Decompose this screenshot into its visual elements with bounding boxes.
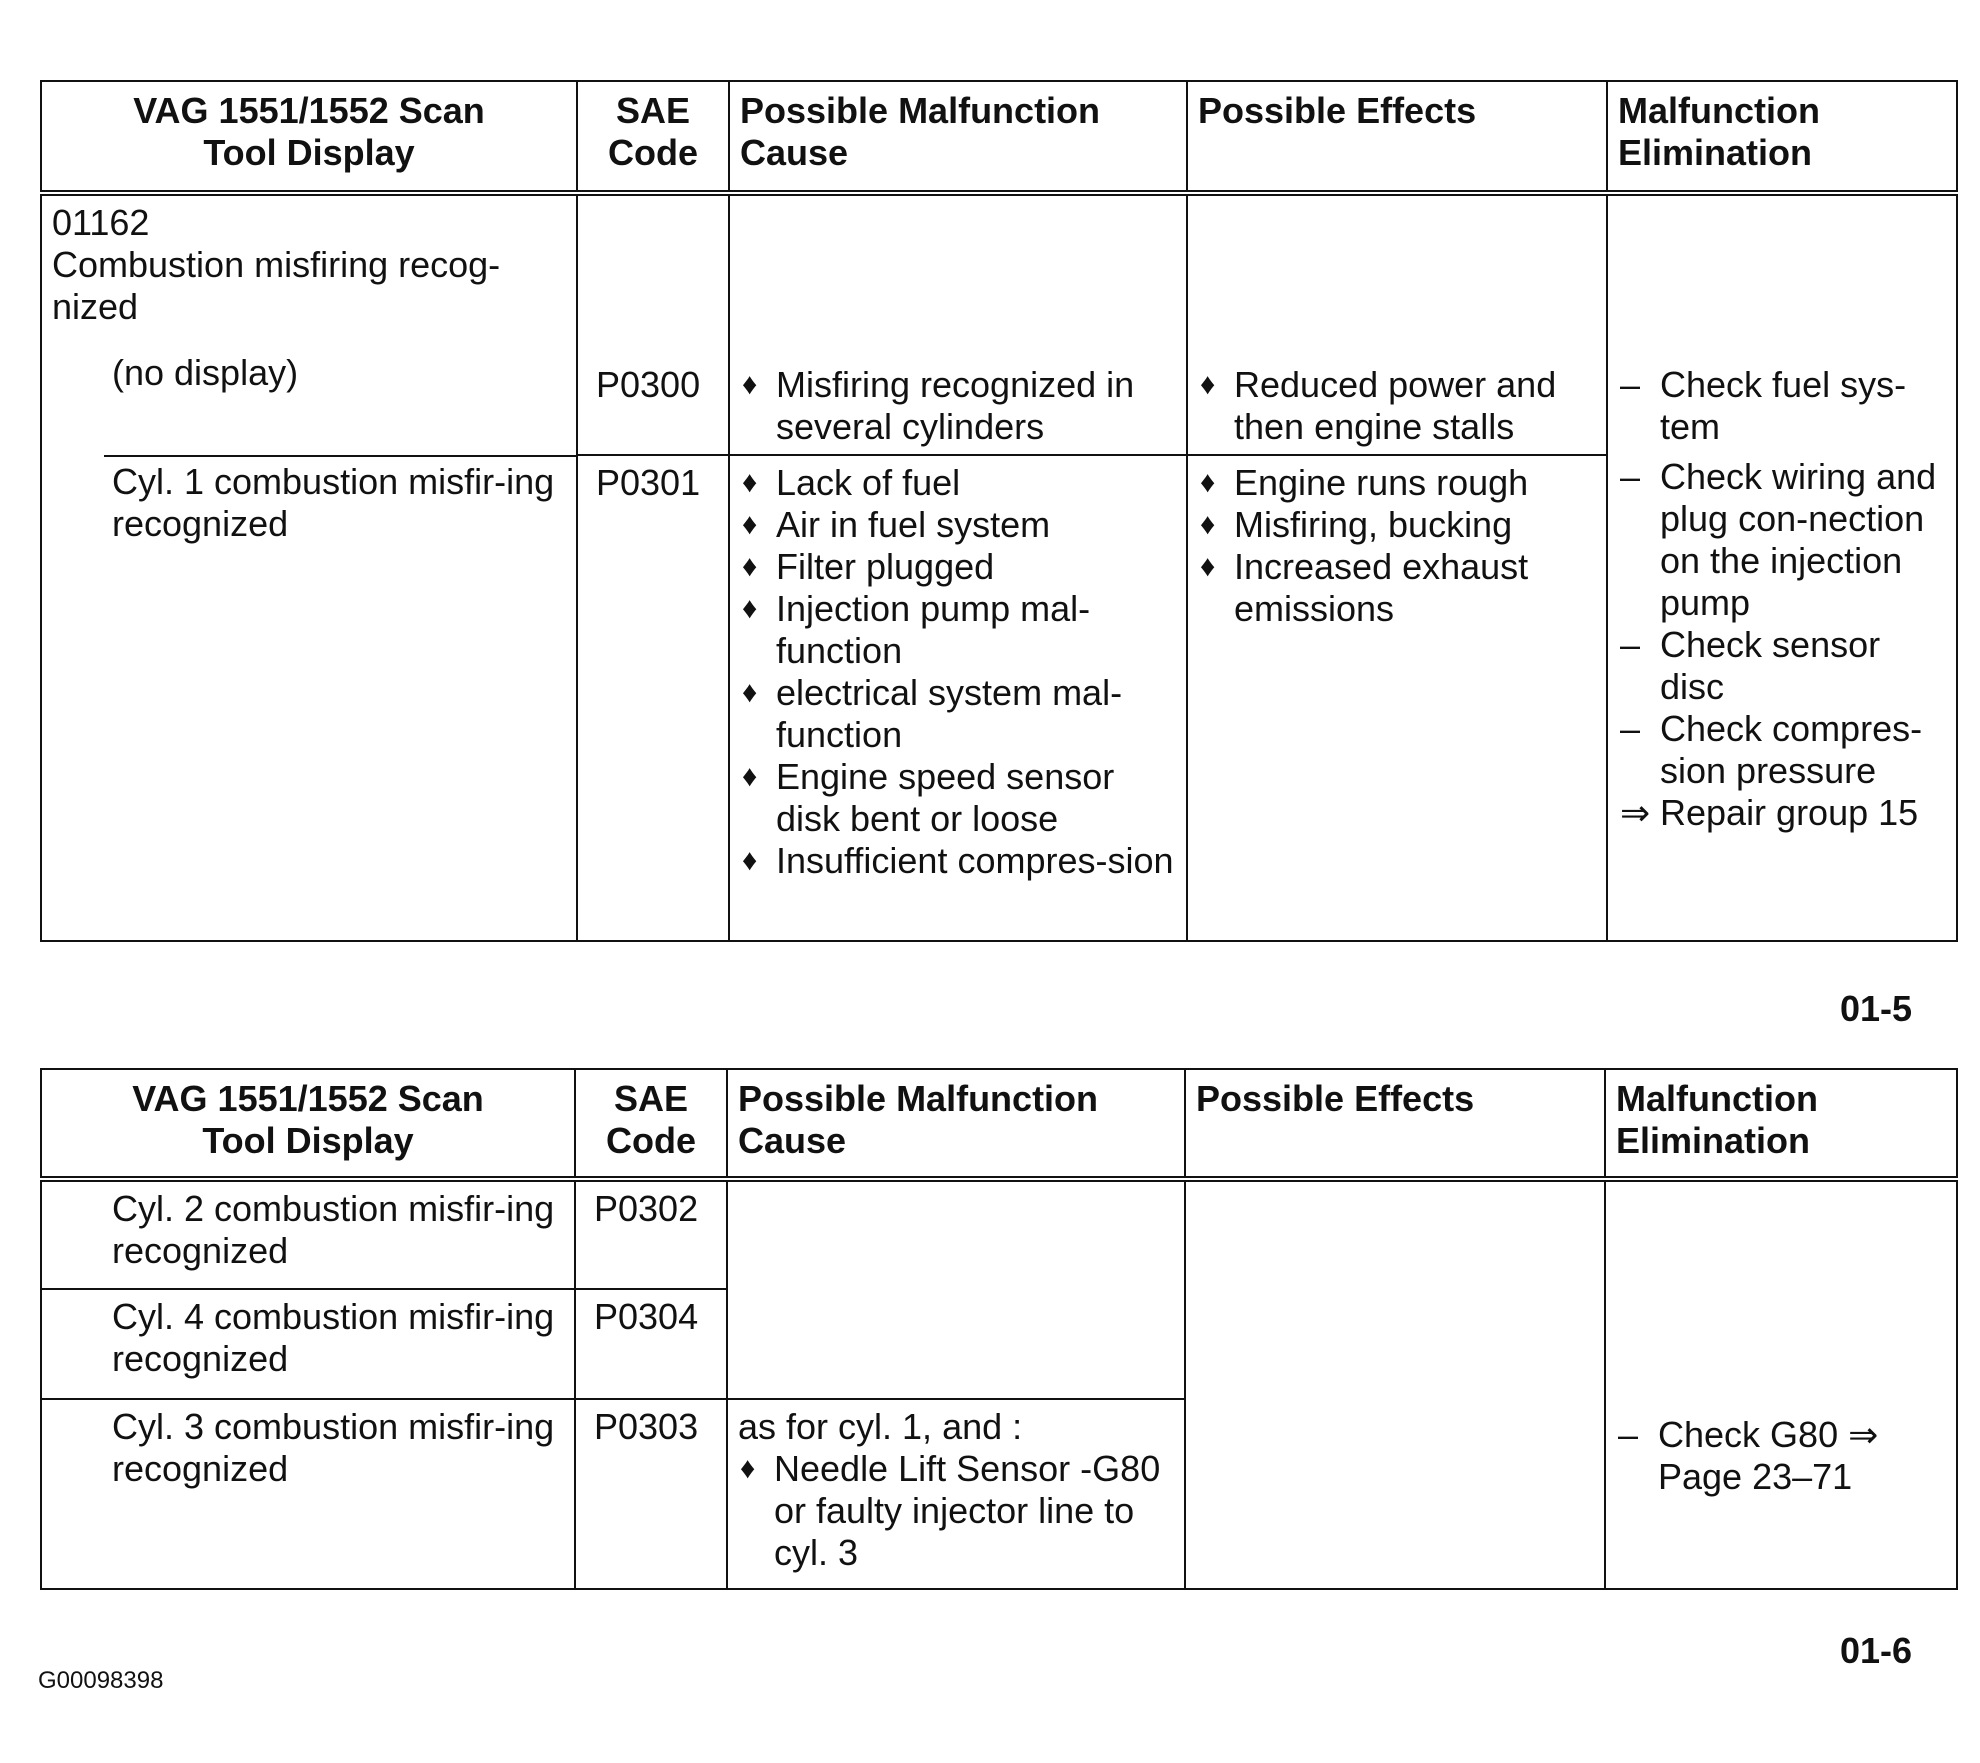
header-malfunction-cause: Possible Malfunction Cause bbox=[729, 81, 1187, 193]
elimination-cell bbox=[1605, 1179, 1957, 1589]
display-cell bbox=[41, 193, 577, 455]
sae-code: P0303 bbox=[575, 1399, 727, 1589]
effects-cell bbox=[1187, 193, 1607, 455]
list-item: ♦ Air in fuel system bbox=[740, 504, 1176, 546]
list-item: ♦ Lack of fuel bbox=[740, 462, 1176, 504]
list-item: ♦ Injection pump mal-function bbox=[740, 588, 1176, 672]
header-malfunction-elimination: Malfunction Elimination bbox=[1607, 81, 1957, 193]
header-scan-tool-display: VAG 1551/1552 Scan Tool Display bbox=[41, 1069, 575, 1179]
fault-group-code: 01162 bbox=[52, 202, 150, 243]
sae-code: P0304 bbox=[575, 1289, 727, 1399]
cause-cell bbox=[729, 193, 1187, 455]
header-possible-effects: Possible Effects bbox=[1185, 1069, 1605, 1179]
header-row bbox=[41, 1069, 1957, 1179]
list-item: ♦ Increased exhaust emissions bbox=[1198, 546, 1596, 630]
display-cell: Cyl. 3 combustion misfir-ing recognized bbox=[41, 1399, 575, 1589]
cause-cell bbox=[729, 455, 1187, 941]
list-item: ♦ Filter plugged bbox=[740, 546, 1176, 588]
list-item: – Check wiring and plug con-nection on the injection pump bbox=[1620, 456, 1937, 623]
list-item: ♦ Misfiring, bucking bbox=[1198, 504, 1596, 546]
effects-cell bbox=[1187, 455, 1607, 941]
display-cell: Cyl. 4 combustion misfir-ing recognized bbox=[41, 1289, 575, 1399]
list-item: ♦ Engine runs rough bbox=[1198, 462, 1596, 504]
document-id: G00098398 bbox=[38, 1667, 164, 1694]
sae-code: P0301 bbox=[577, 455, 729, 941]
page-number-1: 01-5 bbox=[1839, 988, 1912, 1029]
header-malfunction-elimination: Malfunction Elimination bbox=[1605, 1069, 1957, 1179]
list-item: ♦ Engine speed sensor disk bent or loose bbox=[740, 756, 1176, 840]
cause-intro: as for cyl. 1, and : bbox=[738, 1406, 1023, 1447]
list-item: – Check G80 ⇒ Page 23–71 bbox=[1618, 1414, 1879, 1497]
list-item: ♦ Reduced power and then engine stalls bbox=[1198, 364, 1596, 448]
list-item: ♦ Insufficient compres-sion bbox=[740, 840, 1176, 882]
page-number-2: 01-6 bbox=[1839, 1630, 1912, 1671]
list-item: ♦ Needle Lift Sensor -G80 or faulty injector line to cyl. 3 bbox=[738, 1448, 1174, 1574]
cause-cell bbox=[727, 1399, 1185, 1589]
list-item: ⇒ Repair group 15 bbox=[1620, 792, 1919, 833]
display-text: (no display) bbox=[112, 352, 299, 393]
sae-code: P0302 bbox=[575, 1179, 727, 1289]
header-malfunction-cause: Possible Malfunction Cause bbox=[727, 1069, 1185, 1179]
header-sae-code: SAE Code bbox=[575, 1069, 727, 1179]
cause-cell bbox=[727, 1179, 1185, 1399]
fault-table-1 bbox=[40, 80, 1958, 942]
sae-code: P0300 bbox=[577, 193, 729, 455]
header-scan-tool-display: VAG 1551/1552 Scan Tool Display bbox=[41, 81, 577, 193]
list-item: ♦ Misfiring recognized in several cylinders bbox=[740, 364, 1176, 448]
list-item: – Check fuel sys-tem bbox=[1620, 364, 1907, 447]
effects-cell bbox=[1185, 1179, 1605, 1589]
table-row bbox=[41, 193, 1957, 455]
display-cell: Cyl. 2 combustion misfir-ing recognized bbox=[41, 1179, 575, 1289]
header-possible-effects: Possible Effects bbox=[1187, 81, 1607, 193]
list-item: – Check compres-sion pressure bbox=[1620, 708, 1923, 791]
header-row bbox=[41, 81, 1957, 193]
fault-table-2 bbox=[40, 1068, 1958, 1590]
fault-group-title: Combustion misfiring recog- nized bbox=[52, 244, 501, 327]
list-item: – Check sensor disc bbox=[1620, 624, 1881, 707]
table-row bbox=[41, 1179, 1957, 1289]
elimination-cell bbox=[1607, 193, 1957, 941]
header-sae-code: SAE Code bbox=[577, 81, 729, 193]
display-cell: Cyl. 1 combustion misfir-ing recognized bbox=[41, 455, 577, 941]
list-item: ♦ electrical system mal-function bbox=[740, 672, 1176, 756]
